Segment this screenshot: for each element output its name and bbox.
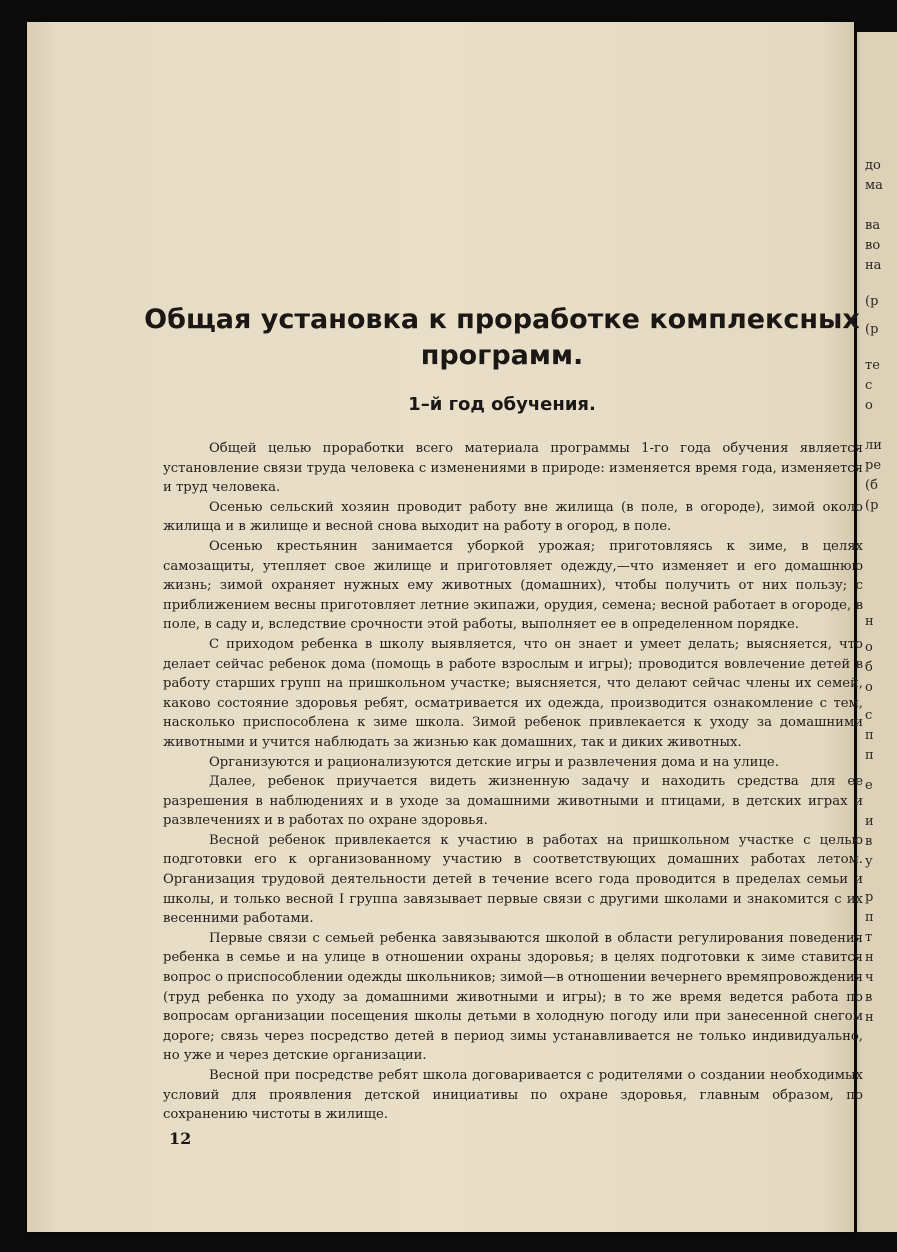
adjacent-page-fragment: р: [865, 890, 874, 905]
paragraph: Общей целью проработки всего материала программы 1-го года обучения является установление связи труда человека с изменениями в природе: изменяется время года, изменяется и труд человека.: [163, 441, 863, 496]
paragraph: Весной при посредстве ребят школа договаривается с родителями о создании необходимых условий для проявления детской инициативы по охране здоровья, главным образом, по сохранению чистоты в жилище.: [163, 1068, 863, 1123]
paragraph: Далее, ребенок приучается видеть жизненную задачу и находить средства для ее разрешения в наблюдениях и в уходе за домашними животными и птицами, в детских играх и развлечениях и в работах по охране здоровья.: [163, 774, 863, 829]
adjacent-page-fragment: во: [865, 238, 881, 253]
adjacent-page-fragment: о: [865, 398, 873, 413]
adjacent-page-fragment: на: [865, 258, 882, 273]
adjacent-page-fragment: ре: [865, 458, 882, 473]
adjacent-page-fragment: (р: [865, 322, 879, 337]
adjacent-page-fragment: н: [865, 950, 874, 965]
paragraph: Первые связи с семьей ребенка завязываются школой в области регулирования поведения ребенка в семье и на улице в отношении охраны здоровья; в целях подготовки к зиме ставится вопрос о приспособлении одежды школьников; зимой—в отношении вечернего времяпровождения (труд ребенка по уходу за домашними животными и игры); в то же время ведется работа по вопросам организации посещения школы детьми в холодную погоду или при занесенной снегом дороге; связь через посредство детей в период зимы устанавливается не только индивидуально, но уже и через детские организации.: [163, 930, 863, 1064]
adjacent-page-fragment: ч: [865, 970, 874, 985]
adjacent-page-fragment: (б: [865, 478, 878, 493]
adjacent-page-fragment: в: [865, 990, 873, 1005]
adjacent-page-edge: [857, 32, 897, 1232]
adjacent-page-fragment: с: [865, 378, 873, 393]
paragraph: С приходом ребенка в школу выявляется, что он знает и умеет делать; выясняется, что делает сейчас ребенок дома (помощь в работе взрослым и игры); проводится вовлечение детей в работу старших групп на пришкольном участке; выясняется, что делают сейчас члены их семей, каково состояние здоровья ребят, осматривается их одежда, производится ознакомление с тем, насколько приспособлена к зиме школа. Зимой ребенок привлекается к уходу за домашними животными и учится наблюдать за жизнью как домашних, так и диких животных.: [163, 636, 863, 750]
section-subtitle: 1–й год обучения.: [408, 394, 596, 415]
adjacent-page-fragment: п: [865, 910, 874, 925]
adjacent-page-fragment: о: [865, 680, 873, 695]
adjacent-page-fragment: те: [865, 358, 880, 373]
adjacent-page-fragment: (р: [865, 498, 879, 513]
adjacent-page-fragment: с: [865, 708, 873, 723]
adjacent-page-fragment: е: [865, 778, 873, 793]
adjacent-page-fragment: у: [865, 854, 873, 869]
adjacent-page-fragment: (р: [865, 294, 879, 309]
page-title: Общая установка к проработке комплексных программ.: [144, 304, 860, 371]
paragraph: Осенью крестьянин занимается уборкой урожая; приготовляясь к зиме, в целях самозащиты, утепляет свое жилище и приготовляет одежду,—что изменяет и его домашнюю жизнь; зимой охраняет нужных ему животных (домашних), чтобы получить от них пользу; с приближением весны приготовляет летние экипажи, орудия, семена; весной работает в огороде, в поле, в саду и, вследствие срочности этой работы, выполняет ее в определенном порядке.: [163, 538, 863, 633]
adjacent-page-fragment: ва: [865, 218, 881, 233]
page-number: 12: [169, 1129, 192, 1148]
adjacent-page-fragment: в: [865, 834, 873, 849]
adjacent-page-fragment: п: [865, 728, 874, 743]
paragraph: Осенью сельский хозяин проводит работу вне жилища (в поле, в огороде), зимой около жилища и в жилище и весной снова выходит на работу в огород, в поле.: [163, 499, 863, 535]
adjacent-page-fragment: п: [865, 748, 874, 763]
paragraph: Организуются и рационализуются детские игры и развлечения дома и на улице.: [209, 754, 779, 770]
adjacent-page-fragment: о: [865, 640, 873, 655]
paragraph: Весной ребенок привлекается к участию в работах на пришкольном участке с целью подготовки его к организованному участию в соответствующих домашних работах летом. Организация трудовой деятельности детей в течение всего года проводится в пределах семьи и школы, и только весной I группа завязывает первые связи с другими школами и знакомится с их весенними работами.: [163, 832, 863, 927]
adjacent-page-fragment: б: [865, 660, 873, 675]
adjacent-page-fragment: н: [865, 614, 874, 629]
adjacent-page-fragment: до: [865, 158, 881, 173]
adjacent-page-fragment: н: [865, 1010, 874, 1025]
adjacent-page-fragment: и: [865, 814, 874, 829]
adjacent-page-fragment: т: [865, 930, 873, 945]
adjacent-page-fragment: ма: [865, 178, 883, 193]
adjacent-page-fragment: ли: [865, 438, 882, 453]
body-text: [163, 439, 863, 1125]
book-page: [27, 22, 863, 1232]
